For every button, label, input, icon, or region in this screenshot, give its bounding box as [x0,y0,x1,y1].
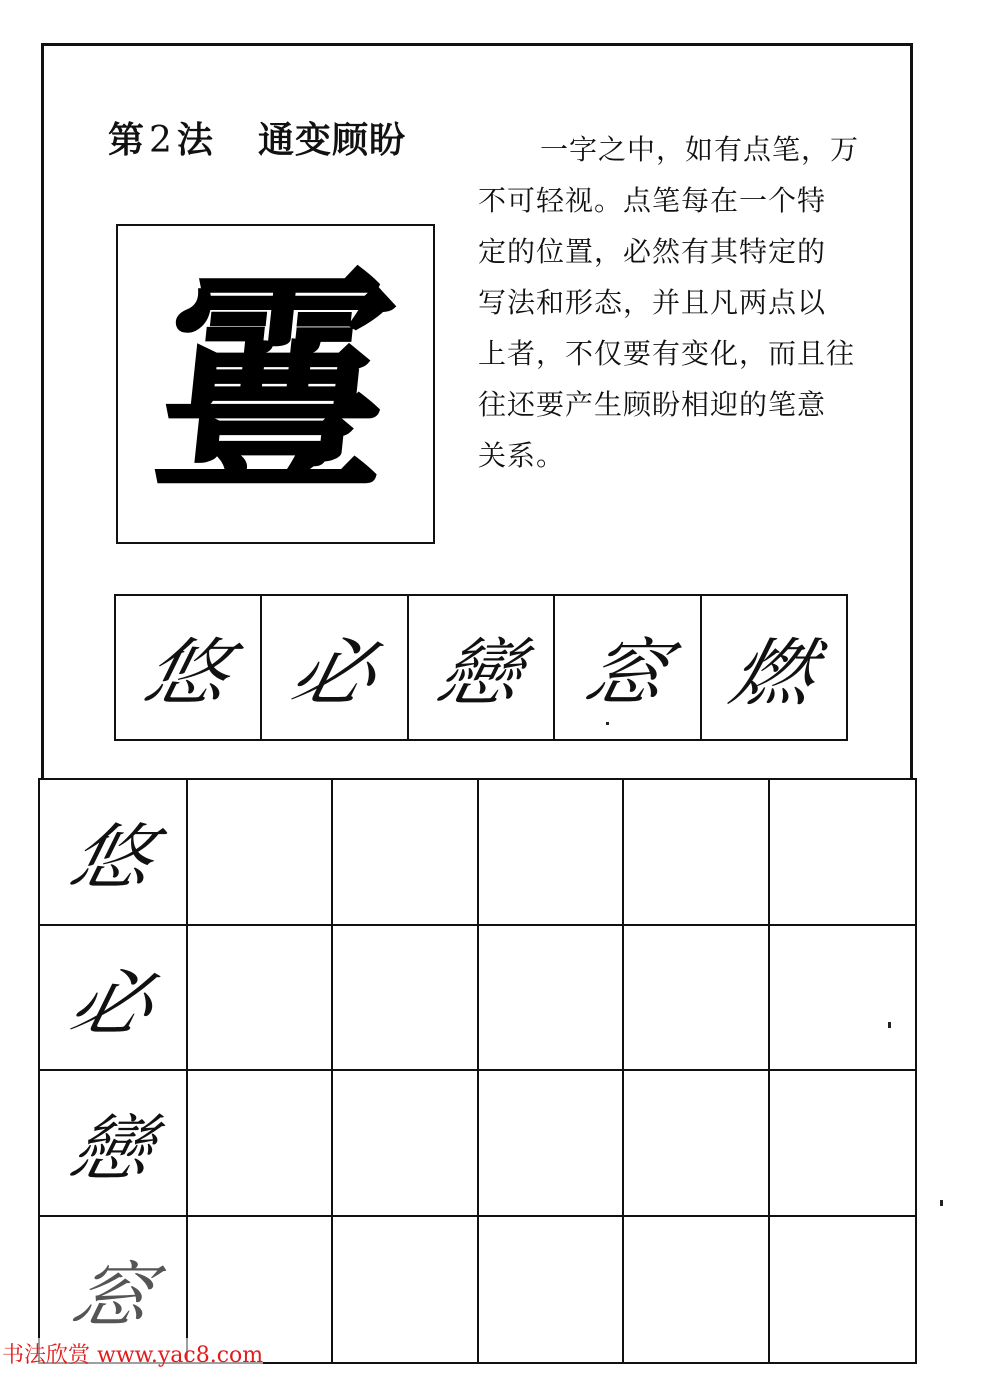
description-line: 上者，不仅要有变化，而且往 [478,337,856,370]
description-line: 写法和形态，并且凡两点以 [478,286,827,319]
practice-blank-cell[interactable] [333,1217,478,1363]
example-character: 燃 [722,631,823,717]
practice-blank-cell[interactable] [770,1071,915,1217]
example-cell [116,596,262,739]
scan-speck [940,1200,943,1206]
practice-model-cell [40,780,188,926]
title-number: 2 [149,120,173,161]
example-character: 必 [283,631,384,717]
practice-model-cell [40,1071,188,1217]
practice-blank-cell[interactable] [770,926,915,1072]
example-cell [409,596,555,739]
example-character: 窓 [575,631,677,717]
practice-blank-cell[interactable] [188,780,333,926]
description-line: 往还要产生顾盼相迎的笔意 [478,388,827,421]
lesson-title [108,112,406,163]
title-prefix: 第 [108,120,146,161]
scan-speck [888,1022,891,1028]
description-line: 关系。 [478,439,566,472]
practice-blank-cell[interactable] [188,926,333,1072]
main-character: 霻 [142,245,409,523]
practice-blank-cell[interactable] [770,1217,915,1363]
practice-model-character: 窓 [62,1253,161,1338]
example-character: 戀 [429,631,530,717]
practice-model-character: 必 [62,961,161,1046]
practice-blank-cell[interactable] [770,780,915,926]
practice-blank-cell[interactable] [333,780,478,926]
lesson-description [478,124,878,481]
practice-model-cell [40,926,188,1072]
practice-blank-cell[interactable] [188,1071,333,1217]
description-line: 定的位置，必然有其特定的 [478,235,827,268]
practice-blank-cell[interactable] [624,1217,769,1363]
site-watermark: 书法欣赏 www.yac8.com [2,1338,263,1369]
practice-blank-cell[interactable] [479,1217,624,1363]
example-cell [262,596,408,739]
description-line: 不可轻视。点笔每在一个特 [478,184,827,217]
practice-blank-cell[interactable] [479,780,624,926]
main-character-box [116,224,435,544]
practice-blank-cell[interactable] [333,1071,478,1217]
title-suffix: 法 [176,120,214,161]
practice-blank-cell[interactable] [479,1071,624,1217]
example-character: 悠 [136,631,237,717]
example-cell [555,596,701,739]
practice-model-character: 悠 [62,816,161,900]
description-line: 一字之中，如有点笔，万 [540,133,860,166]
title-name: 通变顾盼 [257,120,406,161]
practice-model-character: 戀 [62,1107,161,1191]
example-cell [702,596,846,739]
practice-blank-cell[interactable] [624,780,769,926]
example-characters-row [114,594,848,741]
practice-blank-cell[interactable] [333,926,478,1072]
practice-grid [38,778,917,1364]
practice-blank-cell[interactable] [624,926,769,1072]
scan-speck [606,722,609,725]
practice-blank-cell[interactable] [479,926,624,1072]
practice-blank-cell[interactable] [624,1071,769,1217]
